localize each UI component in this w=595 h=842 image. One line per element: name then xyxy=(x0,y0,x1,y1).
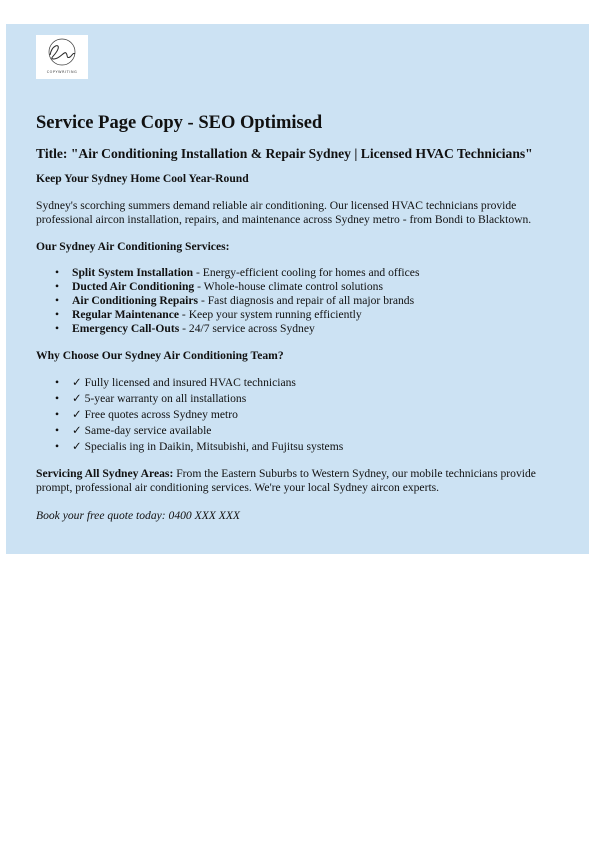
service-areas-text: From the Eastern Suburbs to Western Sydney, our mobile technicians provide prompt, professional air conditioning services. We're your local Sydney aircon experts. xyxy=(36,467,536,494)
list-item: • ✓ Same-day service available xyxy=(72,423,566,439)
subheading-keep-cool: Keep Your Sydney Home Cool Year-Round xyxy=(36,172,249,185)
list-item xyxy=(72,266,566,280)
service-desc: - Fast diagnosis and repair of all major brands xyxy=(198,294,415,307)
page-heading: Service Page Copy - SEO Optimised xyxy=(36,113,323,133)
why-choose-heading: Why Choose Our Sydney Air Conditioning Team? xyxy=(36,349,284,362)
service-desc: - 24/7 service across Sydney xyxy=(179,322,315,335)
service-areas-paragraph xyxy=(36,467,566,495)
list-item: • ✓ Fully licensed and insured HVAC technicians xyxy=(72,375,566,391)
document-body xyxy=(36,112,566,523)
service-name: Ducted Air Conditioning xyxy=(72,280,195,293)
document-panel xyxy=(6,24,589,554)
service-name: Air Conditioning Repairs xyxy=(72,294,199,307)
service-name: Emergency Call-Outs xyxy=(72,322,180,335)
service-desc: - Whole-house climate control solutions xyxy=(194,280,383,293)
list-item xyxy=(72,294,566,308)
service-name: Split System Installation xyxy=(72,266,194,279)
seo-title: Title: "Air Conditioning Installation & Repair Sydney | Licensed HVAC Technicians" xyxy=(36,146,533,161)
service-desc: - Keep your system running efficiently xyxy=(179,308,362,321)
list-item: • ✓ Free quotes across Sydney metro xyxy=(72,407,566,423)
list-item: • ✓ 5-year warranty on all installations xyxy=(72,391,566,407)
logo-mark xyxy=(36,35,88,79)
call-to-action: Book your free quote today: 0400 XXX XXX xyxy=(36,509,241,522)
service-name: Regular Maintenance xyxy=(72,308,180,321)
why-choose-list xyxy=(36,375,566,455)
list-item xyxy=(72,322,566,336)
service-areas-label: Servicing All Sydney Areas: xyxy=(36,467,174,480)
services-heading: Our Sydney Air Conditioning Services: xyxy=(36,240,230,253)
list-item: • ✓ Specialis ing in Daikin, Mitsubishi, and Fujitsu systems xyxy=(72,439,566,455)
logo-tagline: COPYWRITING xyxy=(46,70,78,74)
intro-paragraph: Sydney's scorching summers demand reliable air conditioning. Our licensed HVAC technicians provide professional aircon installation, repairs, and maintenance across Sydney metro - from Bondi to Blacktown. xyxy=(36,199,532,226)
list-item xyxy=(72,308,566,322)
service-desc: - Energy-efficient cooling for homes and offices xyxy=(193,266,420,279)
brand-logo xyxy=(36,35,88,79)
services-list xyxy=(36,266,566,336)
list-item xyxy=(72,280,566,294)
